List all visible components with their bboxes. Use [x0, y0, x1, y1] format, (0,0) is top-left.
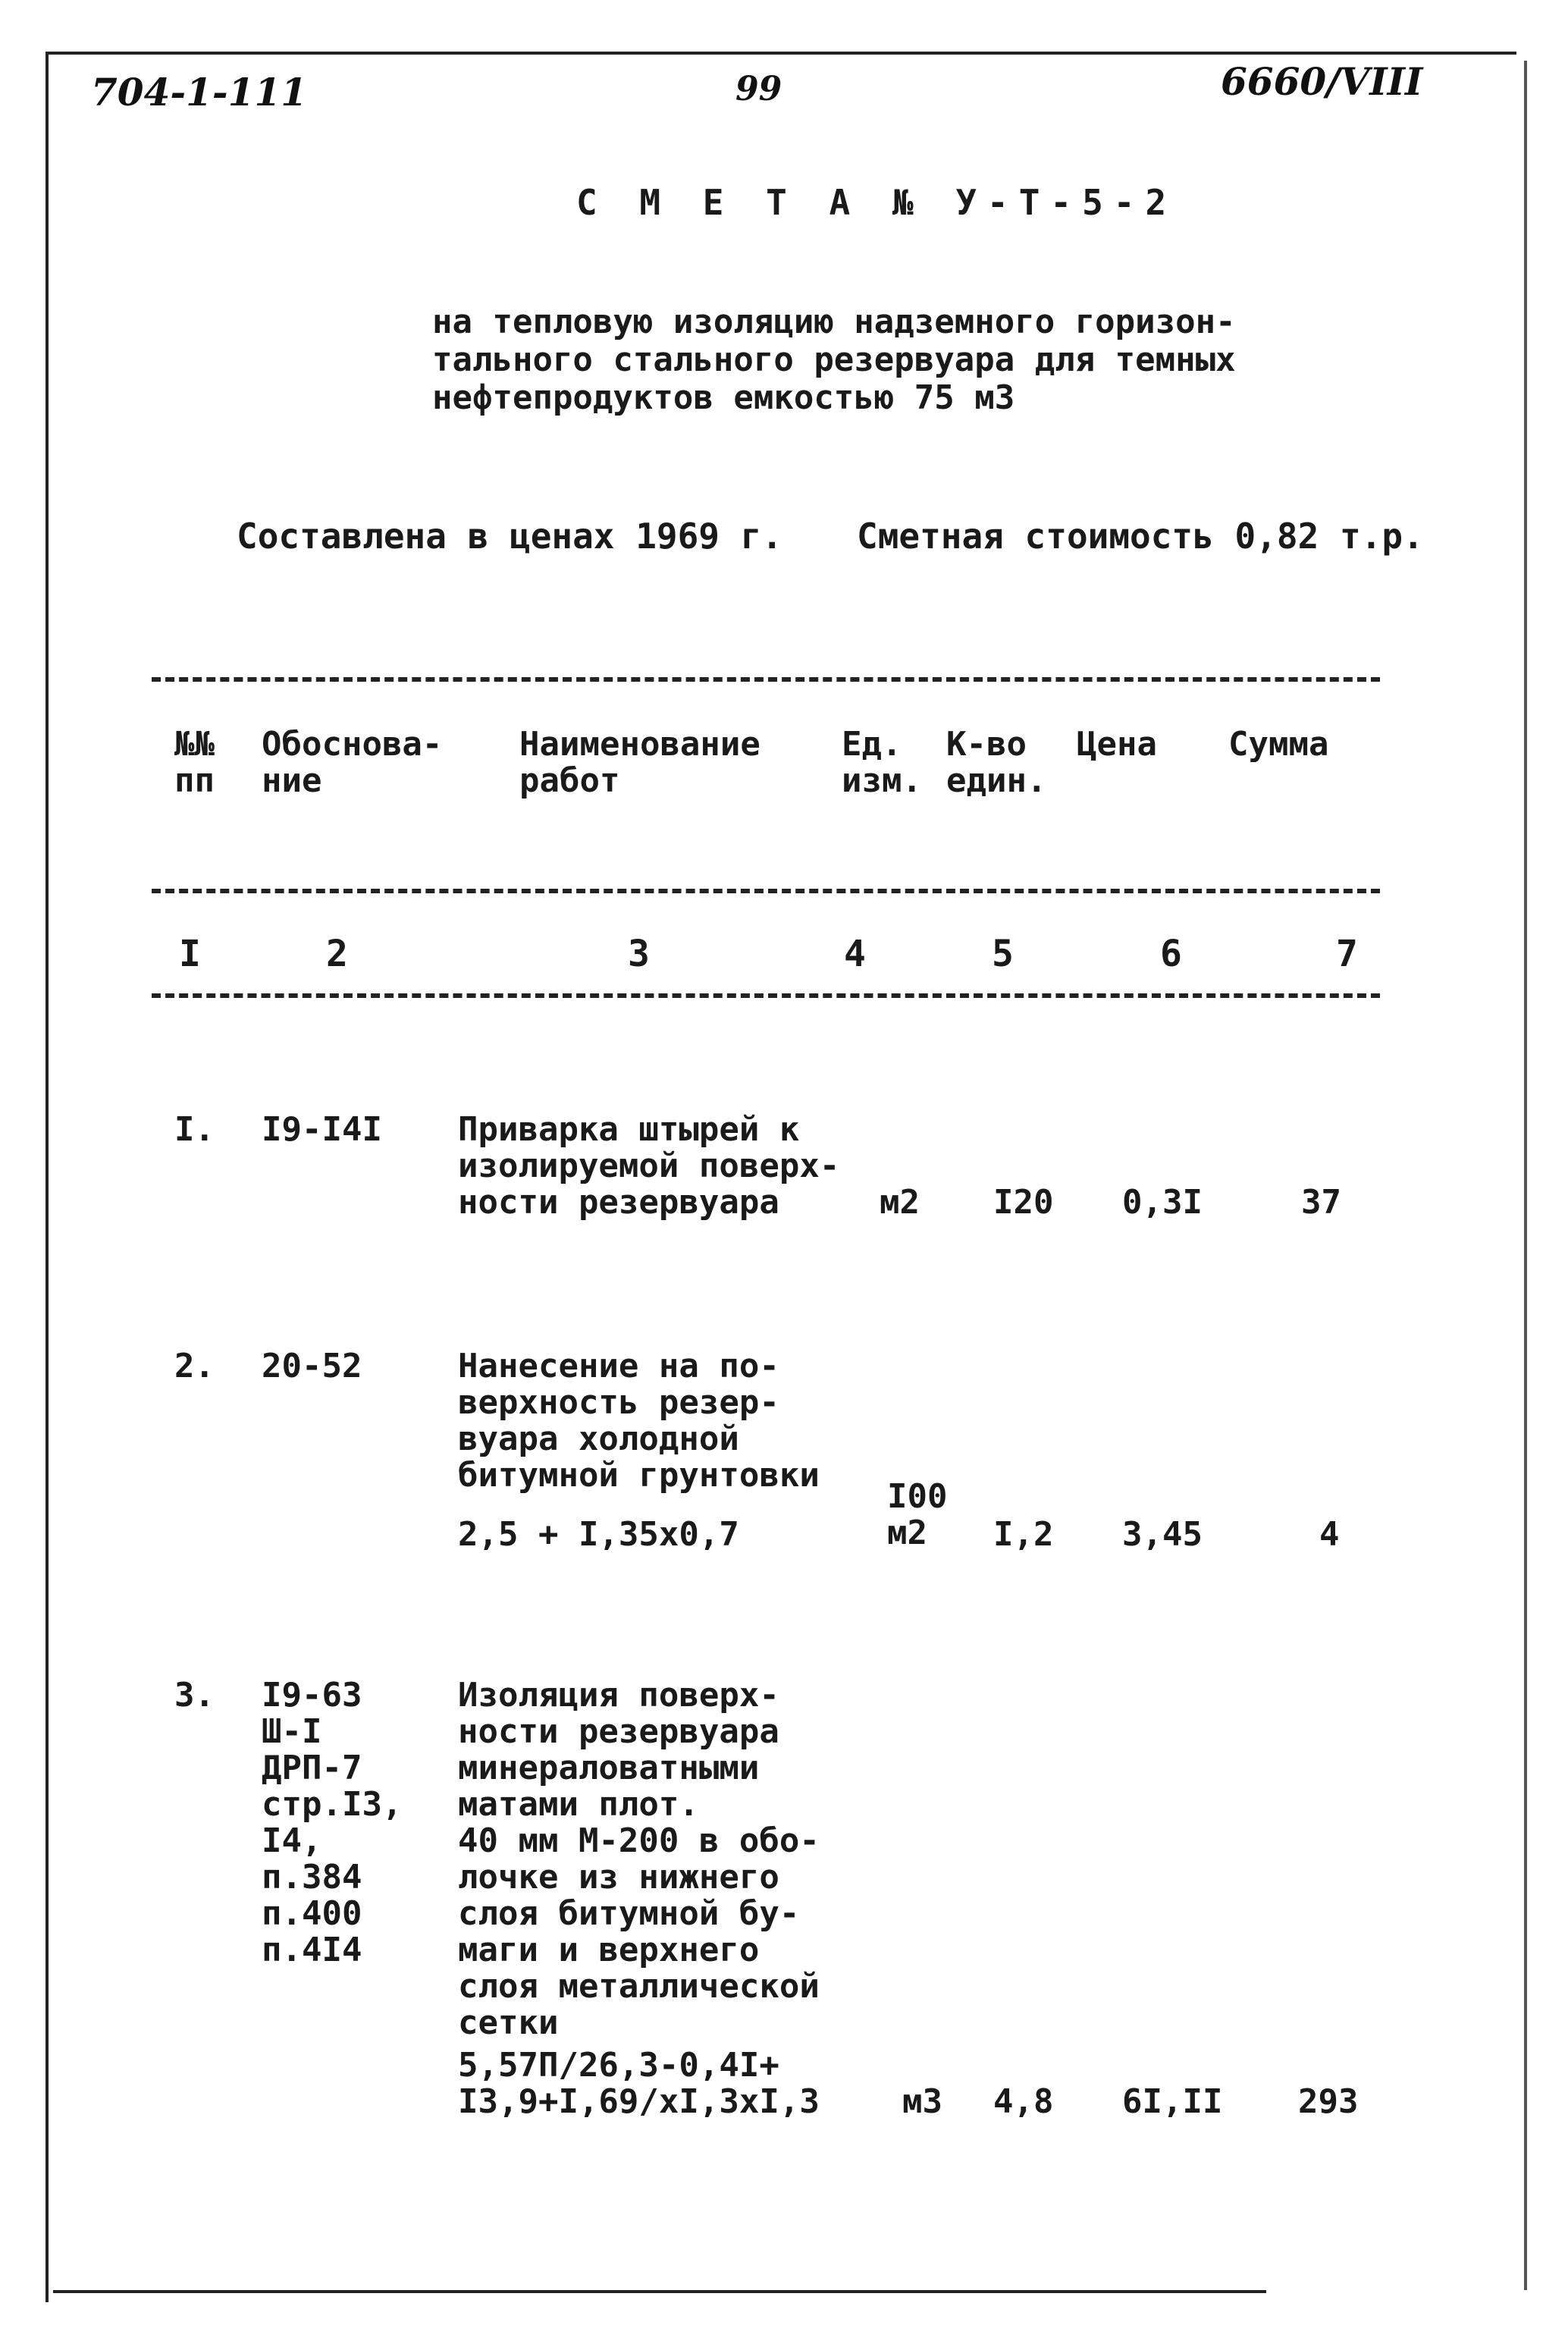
row2-number: 2. [174, 1347, 215, 1385]
row1-unit: м2 [880, 1183, 920, 1222]
row1-quantity: I20 [993, 1183, 1054, 1222]
page-number: 99 [735, 70, 782, 108]
column-number: 7 [1336, 933, 1358, 975]
inventory-number: 6660/VIII [1221, 59, 1423, 104]
header-price: Цена [1077, 725, 1157, 764]
column-number: 4 [844, 933, 866, 975]
row2-unit: I00 м2 [887, 1477, 948, 1552]
header-work-name: Наименование работ [519, 725, 760, 800]
table-divider [152, 889, 1380, 893]
row3-work-name: Изоляция поверх- ности резервуара минераловатными матами плот. 40 мм М-200 в обо- лочке из нижнего слоя битумной бу- маги и верхнего слоя металлической сетки [458, 1676, 820, 2042]
table-divider [152, 993, 1380, 998]
header-unit: Ед. изм. [842, 725, 922, 800]
page-frame-right [1524, 61, 1527, 2290]
row2-sum: 4 [1319, 1515, 1340, 1554]
row3-basis: I9-63 Ш-I ДРП-7 стр.I3, I4, п.384 п.400 п.4I4 [262, 1676, 403, 1969]
document-title: С М Е Т А № У-Т-5-2 [576, 182, 1178, 223]
header-sum: Сумма [1228, 725, 1329, 764]
header-row-number: №№ пп [174, 725, 215, 800]
row3-price: 6I,II [1122, 2082, 1223, 2121]
column-number: 5 [992, 933, 1014, 975]
row2-work-name: Нанесение на по- верхность резер- вуара холодной битумной грунтовки [458, 1347, 820, 1495]
document-subtitle: на тепловую изоляцию надземного горизон- тального стального резервуара для темных нефтепродуктов емкостью 75 м3 [432, 303, 1236, 417]
row1-work-name: Приварка штырей к изолируемой поверх- ности резервуара [458, 1110, 840, 1222]
row2-quantity: I,2 [993, 1515, 1054, 1554]
column-number: 3 [628, 933, 650, 975]
row1-number: I. [174, 1110, 215, 1149]
row2-price: 3,45 [1122, 1515, 1203, 1554]
header-quantity: К-во един. [946, 725, 1047, 800]
prices-year-line: Составлена в ценах 1969 г. [237, 516, 783, 557]
row3-number: 3. [174, 1676, 215, 1715]
estimated-cost-line: Сметная стоимость 0,82 т.р. [857, 516, 1424, 557]
row1-price: 0,3I [1122, 1183, 1203, 1222]
doc-code: 704-1-111 [91, 70, 308, 115]
row3-quantity: 4,8 [993, 2082, 1054, 2121]
page-frame-left [45, 52, 49, 2302]
table-divider [152, 677, 1380, 682]
row2-formula: 2,5 + I,35х0,7 [458, 1515, 739, 1554]
row2-basis: 20-52 [262, 1347, 362, 1385]
row1-basis: I9-I4I [262, 1110, 382, 1149]
row1-sum: 37 [1301, 1183, 1341, 1222]
row3-unit: м3 [902, 2082, 942, 2121]
page-frame-bottom [53, 2290, 1266, 2293]
column-number: 2 [326, 933, 348, 975]
column-number: 6 [1160, 933, 1182, 975]
page-frame-top [45, 52, 1516, 55]
row3-formula: 5,57П/26,3-0,4I+ I3,9+I,69/хI,3хI,3 [458, 2046, 820, 2121]
header-basis: Обоснова- ние [262, 725, 443, 800]
row3-sum: 293 [1298, 2082, 1359, 2121]
column-number: I [179, 933, 201, 975]
